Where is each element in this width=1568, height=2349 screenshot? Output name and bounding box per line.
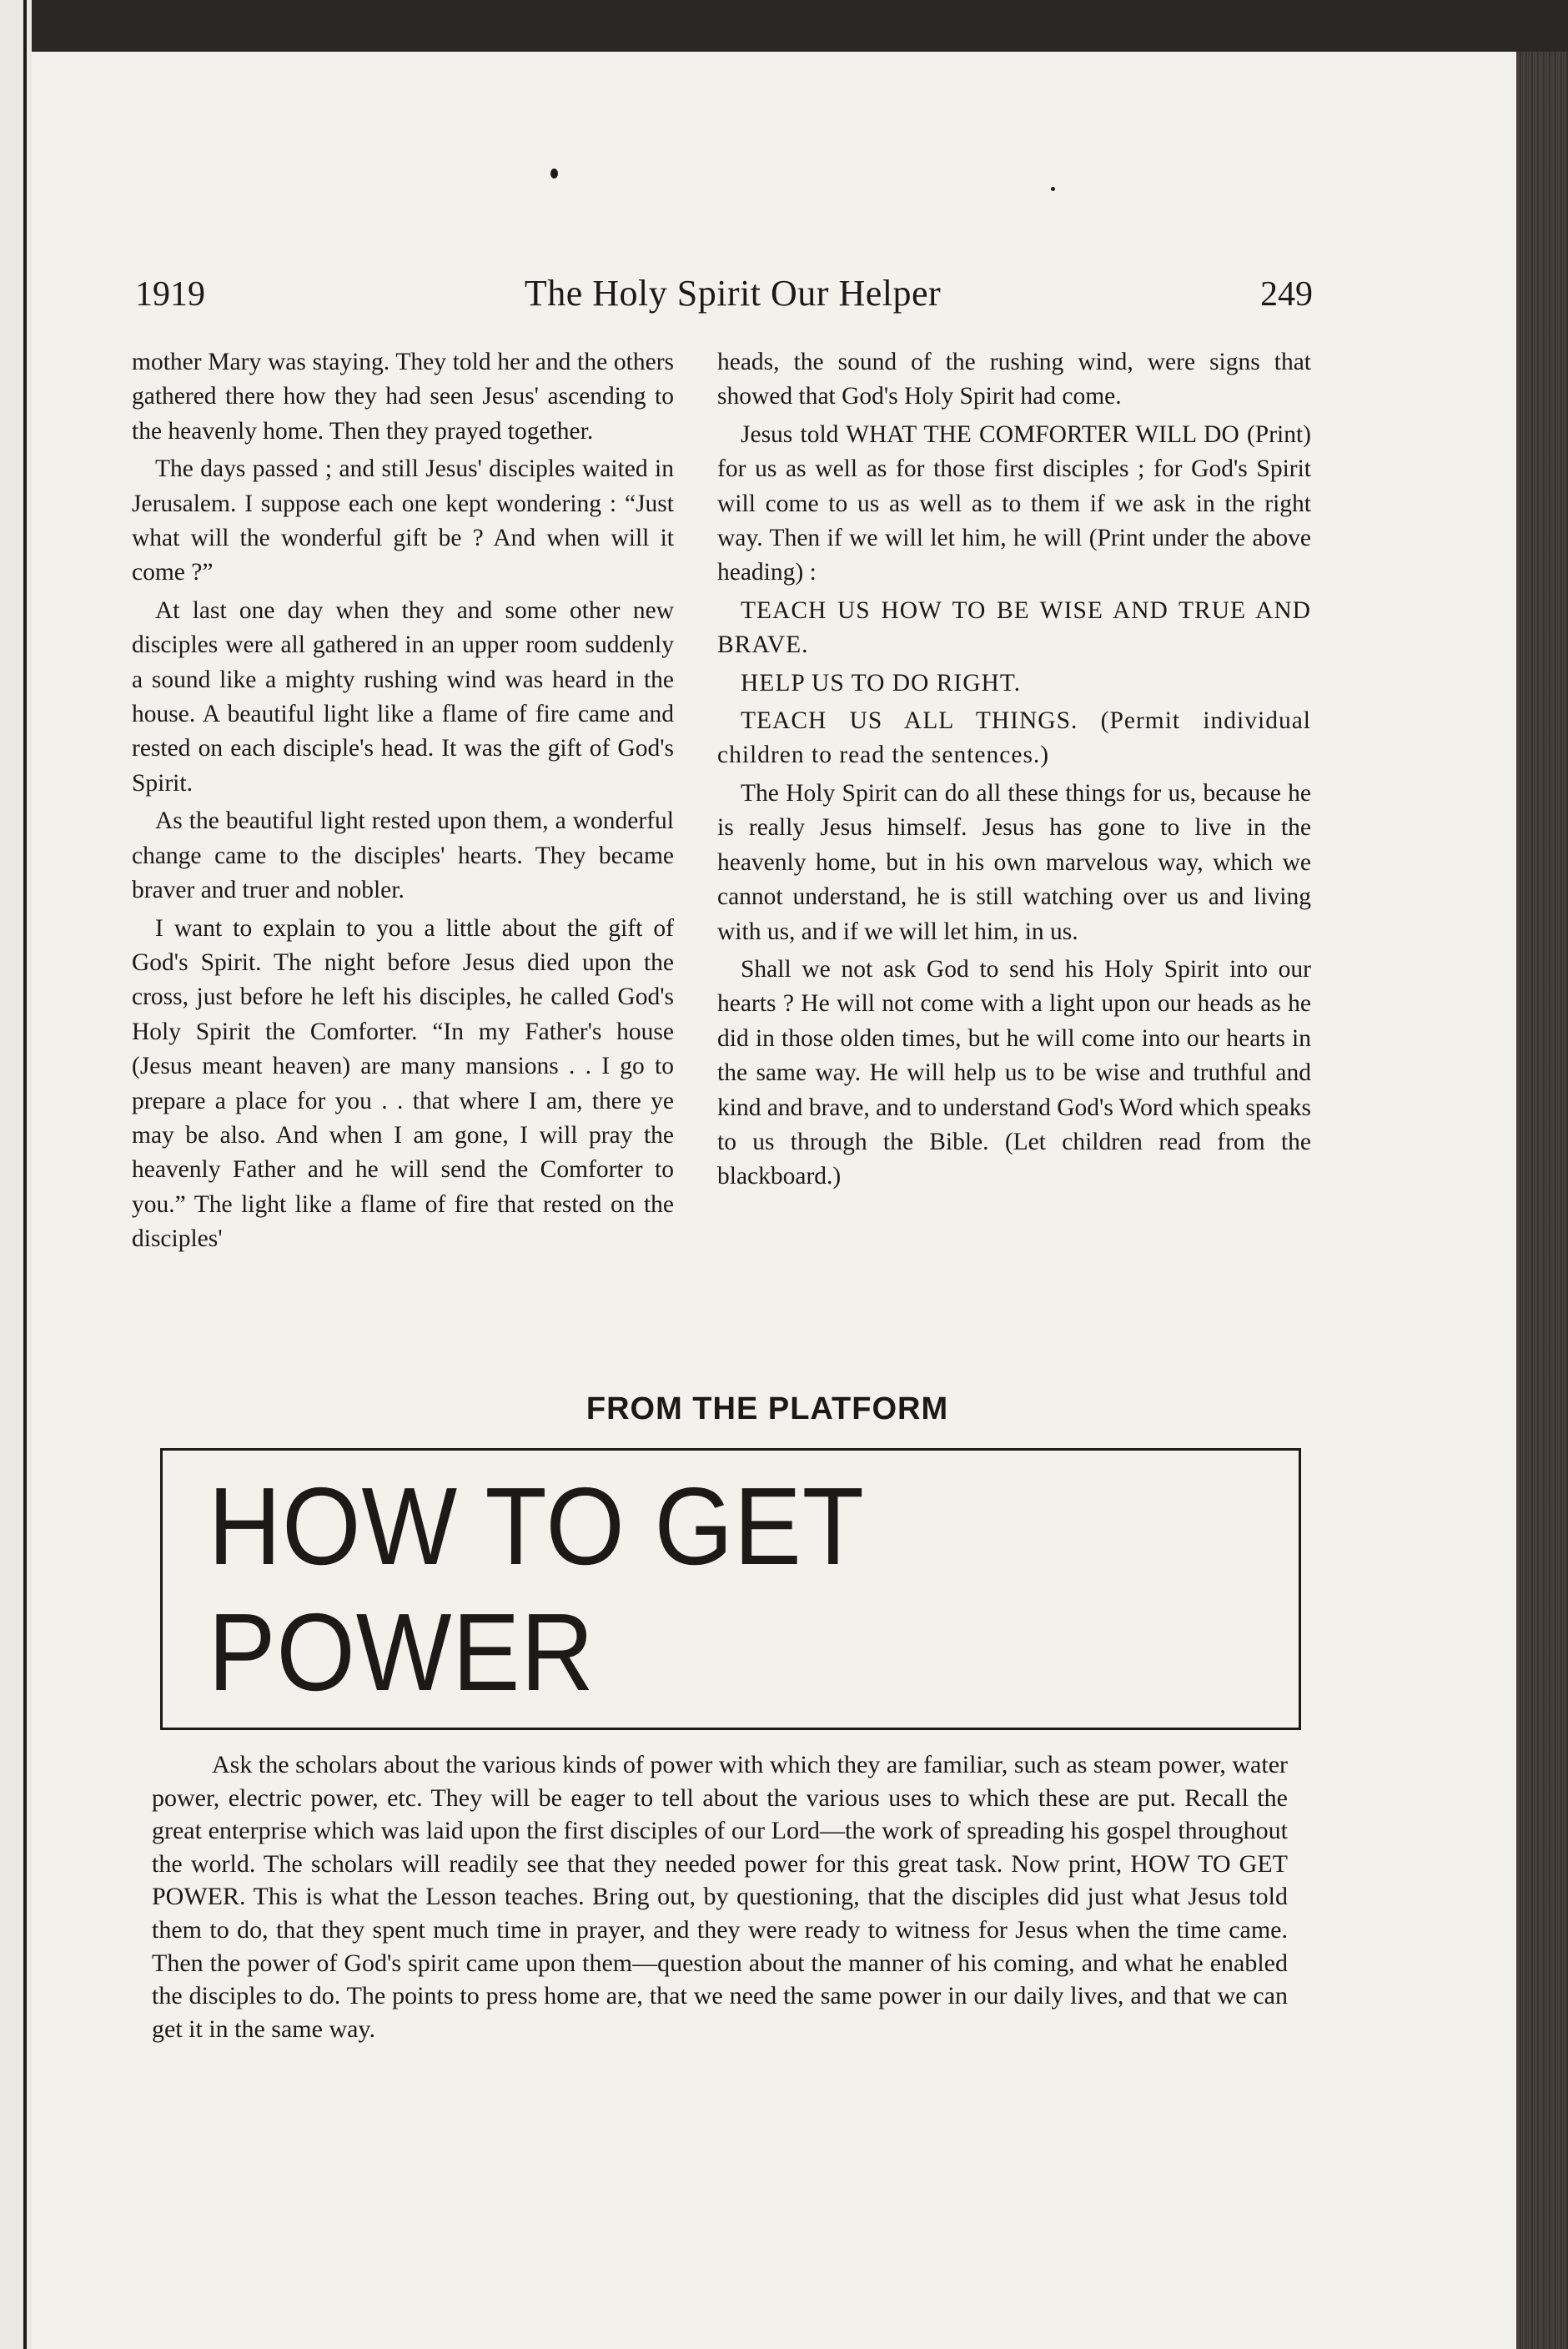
paragraph: I want to explain to you a little about the gift of God's Spirit. The night before Jesus died upon the cross, just before he left his disciples, he called God's Holy Spirit the Comforter. “In my Father's house (Jesus meant heaven) are many mansions . . I go to prepare a place for you . . that where I am, there ye may be also. And when I am gone, I will pray the heavenly Father and he will send the Comforter to you.” The light like a flame of fire that rested on the disciples' xyxy=(132,914,674,1253)
power-title: HOW TO GET POWER xyxy=(208,1465,863,1713)
right-column xyxy=(717,345,1311,1198)
paragraph: As the beautiful light rested upon them, a wonderful change came to the disciples' hearts. They became braver and truer and nobler. xyxy=(132,807,674,904)
blackboard-line: TEACH US HOW TO BE WISE AND TRUE AND BRAVE. xyxy=(717,596,1311,659)
section-heading: FROM THE PLATFORM xyxy=(585,1391,949,1426)
header-year: 1919 xyxy=(135,275,205,314)
paragraph: heads, the sound of the rushing wind, were signs that showed that God's Holy Spirit had come. xyxy=(717,349,1311,410)
ink-speck xyxy=(1051,187,1055,191)
page-edge-stack xyxy=(1516,52,1568,2349)
paragraph: Ask the scholars about the various kinds of power with which they are familiar, such as steam power, water power, electric power, etc. They will be eager to tell about the various uses to which these are put. Recall the great enterprise which was laid upon the first disciples of our Lord—the work of spreading his gospel throughout the world. The scholars will readily see that they needed power for this great task. Now print, HOW TO GET POWER. This is what the Lesson teaches. Bring out, by questioning, that the disciples did just what Jesus told them to do, that they spent much time in prayer, and they were ready to witness for Jesus when the time came. Then the power of God's spirit came upon them—question about the manner of his coming, and what he enabled the disciples to do. The points to press home are, that we need the same power in our daily lives, and that we can get it in the same way. xyxy=(152,1751,1288,2043)
paragraph: mother Mary was staying. They told her and the others gathered there how they had seen Jesus' ascending to the heavenly home. Then they prayed together. xyxy=(132,349,674,445)
running-header xyxy=(135,272,1313,314)
paragraph: The days passed ; and still Jesus' disciples waited in Jerusalem. I suppose each one kept wondering : “Just what will the wonderful gift be ? And when will it come ?” xyxy=(132,455,674,586)
blackboard-line: HELP US TO DO RIGHT. xyxy=(741,669,1022,697)
paragraph: The Holy Spirit can do all these things for us, because he is really Jesus himself. Jesus has gone to live in the heavenly home, but in his own marvelous way, which we cannot understand, he is still watching over us and living with us, and if we will let him, in us. xyxy=(717,779,1311,945)
book-gutter xyxy=(0,0,32,2349)
blackboard-box xyxy=(160,1448,1301,1730)
paragraph: Jesus told WHAT THE COMFORTER WILL DO (Print) for us as well as for those first disciples ; for God's Spirit will come to us as well as to them if we ask in the right way. Then if we will let him, he will (Print under the above heading) : xyxy=(717,420,1311,586)
blackboard-line: TEACH US ALL THINGS. (Permit individual children to read the sentences.) xyxy=(717,707,1311,769)
header-title: The Holy Spirit Our Helper xyxy=(524,273,942,314)
paragraph: At last one day when they and some other new disciples were all gathered in an upper room suddenly a sound like a mighty rushing wind was heard in the house. A beautiful light like a flame of fire came and rested on each disciple's head. It was the gift of God's Spirit. xyxy=(132,596,674,797)
ink-speck xyxy=(550,169,558,179)
left-column xyxy=(132,345,674,1260)
platform-text xyxy=(152,1748,1288,2045)
paragraph: Shall we not ask God to send his Holy Spirit into our hearts ? He will not come with a light upon our heads as he did in those olden times, but he will come into our hearts in the same way. He will help us to be wise and truthful and kind and brave, and to understand God's Word which speaks to us through the Bible. (Let children read from the blackboard.) xyxy=(717,955,1311,1190)
page-number: 249 xyxy=(1260,275,1313,314)
